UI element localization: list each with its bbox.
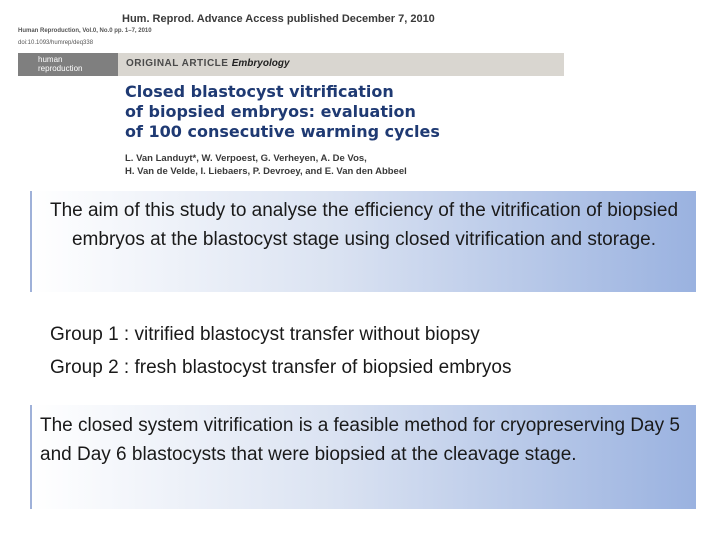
group-item: Group 2 : fresh blastocyst transfer of biopsied embryos [50,357,512,378]
conclusion-text: The closed system vitrification is a feasible method for cryopreserving Day 5 and Day 6 blastocysts that were biopsied at the cleavage stage. [40,415,680,465]
author-line: H. Van de Velde, I. Liebaers, P. Devroey, and E. Van den Abbeel [125,166,407,177]
author-line: L. Van Landuyt*, W. Verpoest, G. Verheyen, A. De Vos, [125,153,367,164]
group-item: Group 1 : vitrified blastocyst transfer without biopsy [50,324,480,345]
groups-list [50,318,512,384]
logo-line: human [38,55,63,64]
paper-header-image [0,0,720,185]
paper-title [125,82,565,142]
aim-text: The aim of this study to analyse the efficiency of the vitrification of biopsied embryos at the blastocyst stage using closed vitrification and storage. [49,200,679,250]
article-banner [18,53,564,76]
doi-line: doi:10.1093/humrep/deq338 [18,40,94,46]
aim-box [30,191,696,292]
paper-title-line: of biopsied embryos: evaluation [125,102,416,121]
conclusion-box [30,405,696,509]
paper-authors [125,152,565,178]
citation-line: Human Reproduction, Vol.0, No.0 pp. 1–7, 2010 [18,28,152,34]
logo-line: reproduction [38,64,83,73]
journal-publication-line: Hum. Reprod. Advance Access published December 7, 2010 [122,13,435,25]
journal-logo [18,53,118,76]
article-section: Embryology [231,58,290,69]
article-type [126,58,290,69]
paper-title-line: of 100 consecutive warming cycles [125,122,440,141]
paper-title-line: Closed blastocyst vitrification [125,82,394,101]
article-type-label: ORIGINAL ARTICLE [126,58,229,69]
